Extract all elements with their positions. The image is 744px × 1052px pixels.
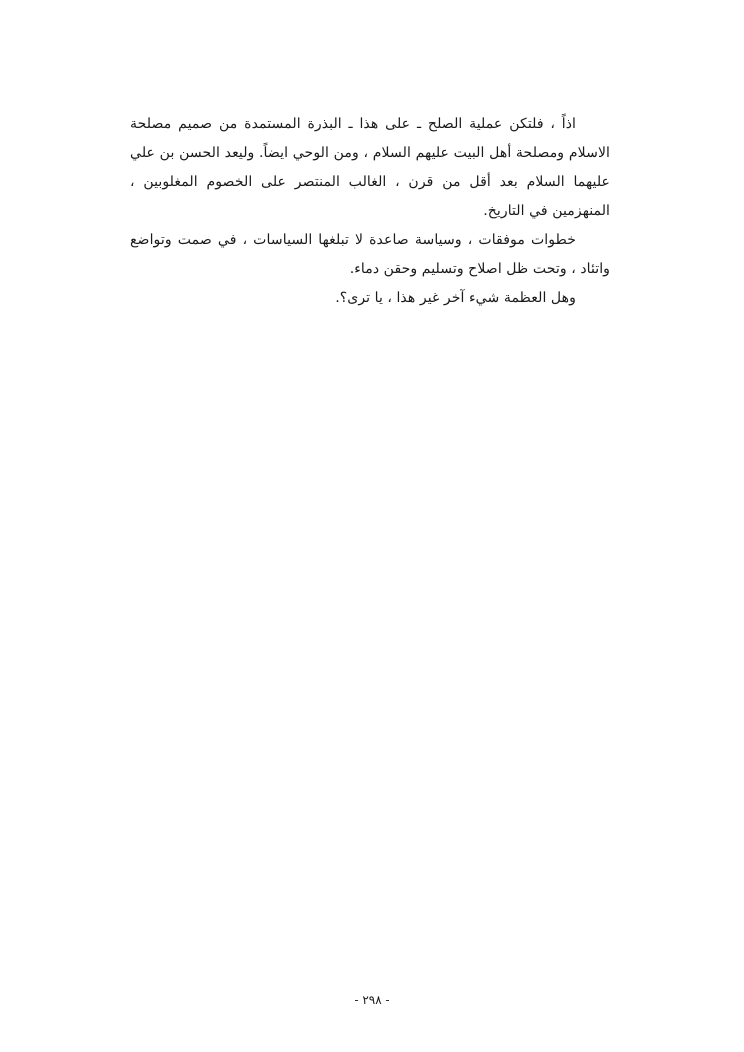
paragraph-3: وهل العظمة شيء آخر غير هذا ، يا ترى؟.: [335, 290, 576, 306]
paragraph-1: اذاً ، فلتكن عملية الصلح ـ على هذا ـ البذرة المستمدة من صميم مصلحة الاسلام ومصلحة أهل البيت عليهم السلام ، ومن الوحي ايضاً. وليعد الحسن بن علي عليهما السلام بعد أقل من قرن ، الغالب المنتصر على الخصوم المغلوبين ، المنهزمين في التاريخ.: [130, 116, 610, 219]
page-number: - ٢٩٨ -: [354, 993, 390, 1007]
body-text: [130, 110, 610, 313]
paragraph-2: خطوات موفقات ، وسياسة صاعدة لا تبلغها السياسات ، في صمت وتواضع واتئاد ، وتحت ظل اصلاح وتسليم وحقن دماء.: [130, 232, 610, 277]
